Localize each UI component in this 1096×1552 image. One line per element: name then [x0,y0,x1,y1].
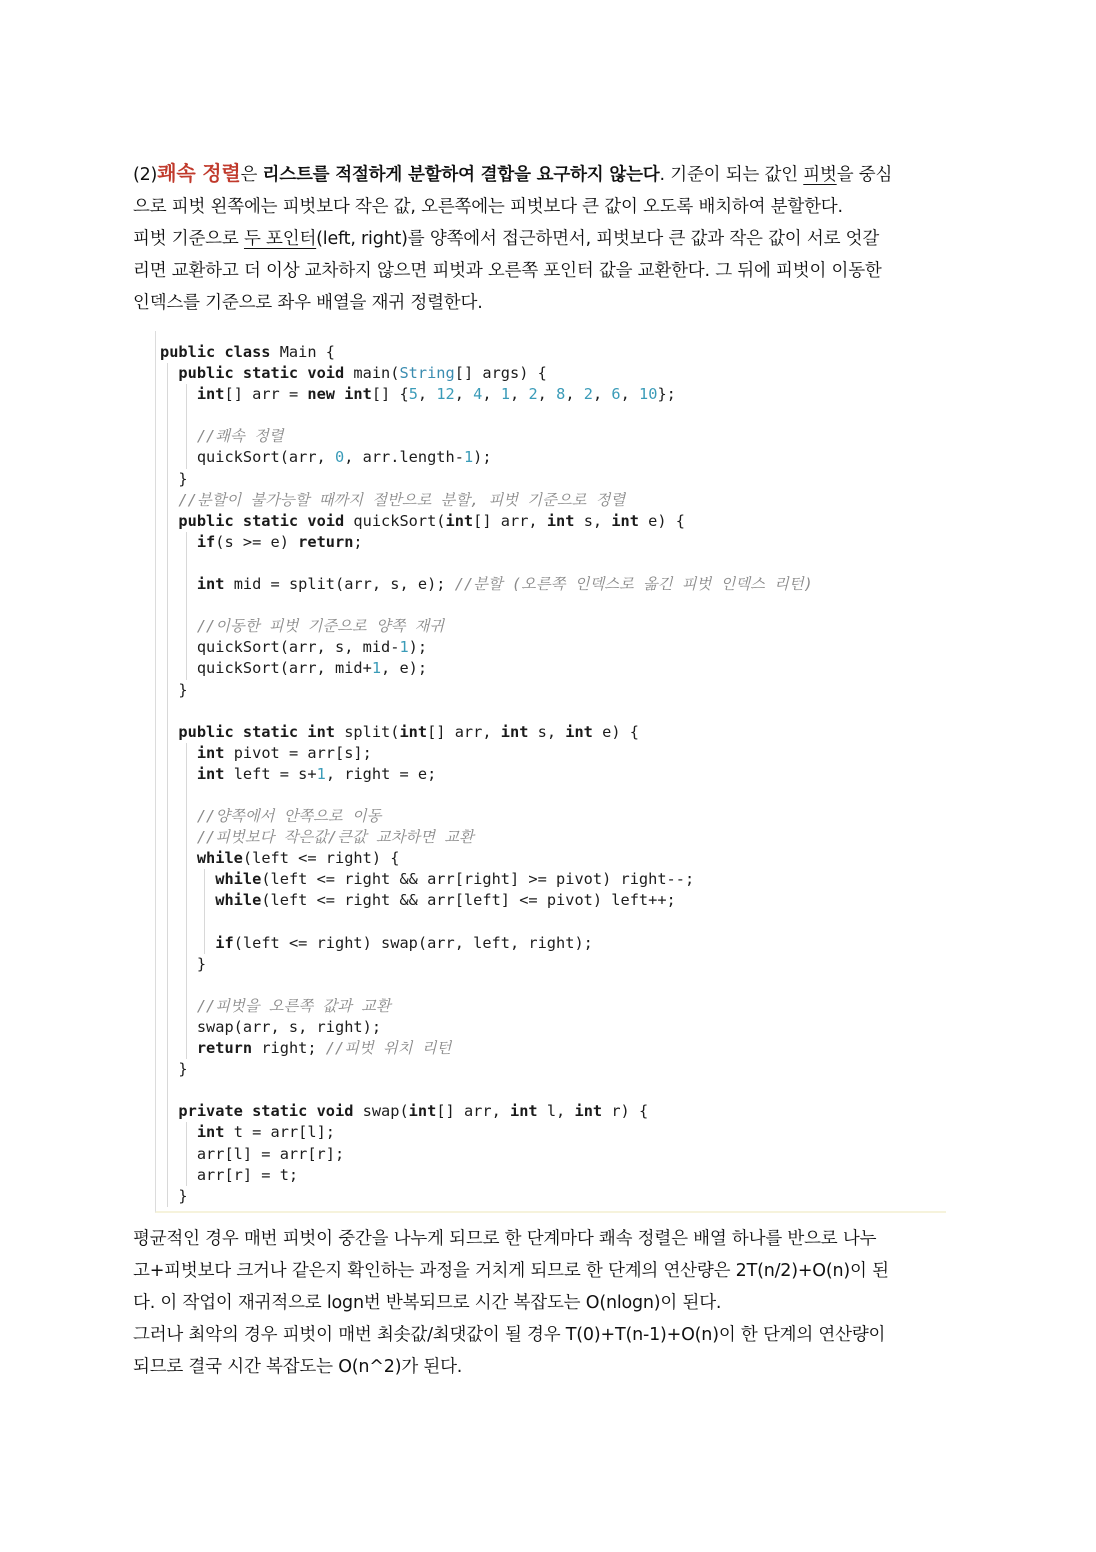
code-line [160,764,813,785]
code-token [160,533,197,551]
code-number: 1 [500,385,511,404]
code-line [160,912,813,933]
code-line [160,490,813,511]
indent-guide [167,595,168,616]
indent-guide [167,954,168,975]
code-keyword: new int [307,385,372,404]
code-comment: //분할 (오른쪽 인덱스로 옮긴 피벗 인덱스 리턴) [454,575,813,594]
code-token [160,807,197,825]
code-line [160,975,813,996]
code-keyword: int [565,722,593,741]
code-number: 5 [408,385,418,404]
code-keyword: public static int [178,722,335,741]
indent-guide [167,1059,168,1080]
intro-text: 은 [240,165,263,185]
code-line [160,954,813,975]
code-comment: //분할이 불가능할 때까지 절반으로 분할, 피벗 기준으로 정렬 [178,490,626,509]
code-line [160,1017,813,1038]
indent-guide [167,426,168,447]
code-keyword: while [215,870,262,889]
code-token [160,1102,178,1120]
code-token [160,575,197,593]
indent-guide [186,954,187,975]
intro-line [133,157,963,191]
code-token [160,997,197,1015]
indent-guide [167,722,168,743]
code-line [160,996,813,1017]
indent-guide [167,1144,168,1165]
code-token [160,491,178,509]
code-line [160,616,813,637]
indent-guide [167,680,168,701]
code-line [160,384,813,405]
intro-line: 리면 교환하고 더 이상 교차하지 않으면 피벗과 오른쪽 포인터 값을 교환한다. 그 뒤에 피벗이 이동한 [133,261,882,281]
code-line [160,342,813,363]
indent-guide [186,869,187,890]
code-keyword: while [215,891,262,910]
code-token: , [454,385,474,404]
code-token [160,934,215,952]
code-number: 6 [611,385,621,404]
indent-guide [186,405,187,426]
indent-guide [167,848,168,869]
code-comment: //쾌속 정렬 [196,427,284,446]
code-token: (s >= e) [215,532,299,551]
code-keyword: int [196,1123,225,1142]
code-line [160,701,813,722]
indent-guide [186,933,187,954]
indent-guide [186,806,187,827]
indent-guide [167,1186,168,1207]
code-keyword: int [546,511,575,530]
code-token: main( [344,364,400,383]
code-line [160,1059,813,1080]
indent-guide [167,553,168,574]
code-keyword: public static void [178,364,345,383]
indent-guide [167,1165,168,1186]
code-token: }; [657,385,676,404]
code-token: e) { [638,511,686,530]
code-number: 1 [463,448,474,467]
code-token: String [399,364,455,383]
code-token: l, [537,1102,575,1121]
code-line [160,680,813,701]
indent-guide [167,447,168,468]
code-number: 12 [436,385,455,404]
code-line [160,848,813,869]
indent-guide [186,595,187,616]
indent-guide [186,975,187,996]
code-line [160,405,813,426]
indent-guide [167,764,168,785]
indent-guide [167,890,168,911]
indent-guide [186,637,187,658]
section-title: 쾌속 정렬 [157,161,241,185]
code-number: 8 [556,385,566,404]
indent-guide [186,996,187,1017]
code-token [160,828,197,846]
code-token [160,891,215,909]
code-keyword: int [611,511,639,530]
indent-guide [186,827,187,848]
code-token: arr[r] = t; [160,1165,299,1184]
outro-line: 평균적인 경우 매번 피벗이 중간을 나누게 되므로 한 단계마다 쾌속 정렬은 배열 하나를 반으로 나누 [133,1229,877,1249]
code-token: quickSort(arr, [160,448,335,467]
indent-guide [204,869,205,890]
code-token: r) { [602,1102,649,1121]
indent-guide [167,511,168,532]
outro-line: 고+피벗보다 크거나 같은지 확인하는 과정을 거치게 되므로 한 단계의 연산량은 2T(n/2)+O(n)이 된 [133,1261,889,1281]
code-keyword: int [399,722,428,741]
indent-guide [186,848,187,869]
indent-guide [186,890,187,911]
code-comment: //피벗보다 작은값/큰값 교차하면 교환 [196,828,474,847]
indent-guide [167,1017,168,1038]
code-token: [] arr, [427,722,501,741]
code-token: t = arr[l]; [224,1123,335,1142]
indent-guide [167,405,168,426]
code-keyword: int [196,575,225,594]
code-keyword: int [574,1102,603,1121]
pivot-term: 피벗 [803,165,837,185]
code-line [160,890,813,911]
code-line [160,827,813,848]
code-keyword: int [196,743,225,762]
indent-guide [186,785,187,806]
code-token [160,723,178,741]
code-token: s, [528,722,566,741]
code-token: [] arr = [224,385,308,404]
code-token: ; [353,532,363,551]
indent-guide [167,616,168,637]
code-token: (left <= right) swap(arr, left, right); [233,933,593,952]
code-token [160,765,197,783]
code-token: } [160,469,188,488]
intro-text: 피벗 기준으로 [133,229,244,249]
indent-guide [204,933,205,954]
code-token: } [160,1060,188,1079]
code-token [160,849,197,867]
code-number: 0 [334,448,345,467]
indent-guide [186,553,187,574]
outro-line: 되므로 결국 시간 복잡도는 O(n^2)가 된다. [133,1357,463,1377]
code-comment: //이동한 피벗 기준으로 양쪽 재귀 [196,617,445,636]
code-keyword: if [215,933,234,952]
code-keyword: public class [160,343,271,361]
code-token [160,744,197,762]
code-number: 1 [371,659,382,678]
indent-guide [167,996,168,1017]
code-token: (left <= right && arr[left] <= pivot) left++; [261,891,676,910]
code-line [160,806,813,827]
code-token: , [565,385,584,404]
code-line [160,1038,813,1059]
indent-guide [167,490,168,511]
code-line [160,532,813,553]
indent-guide [167,363,168,384]
indent-guide [167,785,168,806]
code-line [160,469,813,490]
code-token: Main { [270,343,335,361]
code-token: quickSort(arr, s, mid- [160,638,400,657]
indent-guide [186,658,187,679]
code-token: , [620,385,640,404]
code-line [160,933,813,954]
code-number: 4 [473,385,483,404]
indent-guide [167,532,168,553]
code-line [160,743,813,764]
indent-guide [167,1038,168,1059]
code-token: , [510,385,529,404]
indent-guide [167,827,168,848]
code-token: , [482,385,501,404]
indent-guide [167,637,168,658]
code-token: } [160,1186,188,1205]
indent-guide [186,1122,187,1143]
code-token: swap( [353,1102,409,1121]
intro-line [133,223,963,255]
code-number: 10 [639,385,658,404]
code-token: [] args) { [454,364,547,383]
code-token: left = s+ [224,764,317,783]
code-token: ); [408,638,428,657]
intro-line: 으로 피벗 왼쪽에는 피벗보다 작은 값, 오른쪽에는 피벗보다 큰 값이 오도록 배치하여 분할한다. [133,197,843,217]
indent-guide [186,384,187,405]
code-token: , [537,385,557,404]
code-token: } [160,954,207,973]
code-line [160,785,813,806]
code-token: e) { [592,722,639,741]
code-keyword: int [510,1102,538,1121]
code-comment: //피벗을 오른쪽 값과 교환 [196,996,391,1015]
code-token: arr[l] = arr[r]; [160,1144,345,1163]
code-keyword: if [196,532,216,551]
code-token: mid = split(arr, s, e); [224,575,455,594]
indent-guide [167,384,168,405]
code-token [160,427,197,445]
code-keyword: int [408,1102,437,1121]
indent-guide [167,933,168,954]
indent-guide [167,869,168,890]
indent-guide [186,1038,187,1059]
code-block [160,342,813,1207]
code-token: , e); [381,659,428,678]
code-number: 2 [583,385,593,404]
two-pointer-term: 두 포인터 [243,229,317,249]
code-keyword: public static void [178,511,345,530]
code-line [160,511,813,532]
code-token: (left <= right) { [242,849,400,868]
indent-guide [186,447,187,468]
code-number: 2 [528,385,538,404]
code-line [160,553,813,574]
code-token: , [592,385,612,404]
code-token: , arr.length- [344,448,464,467]
indent-guide [204,890,205,911]
code-token [160,512,178,530]
code-number: 1 [316,764,326,783]
indent-guide [186,1165,187,1186]
code-token: quickSort(arr, mid+ [160,659,372,678]
code-token: s, [574,511,612,530]
code-token: [] { [371,385,409,404]
code-line [160,1165,813,1186]
code-number: 1 [399,638,409,657]
code-keyword: return [196,1039,253,1058]
code-token [160,1123,197,1141]
indent-guide [167,469,168,490]
intro-text: 을 중심 [836,165,893,185]
intro-paragraph [133,157,963,319]
code-line [160,447,813,468]
code-line [160,1080,813,1101]
indent-guide [186,426,187,447]
indent-guide [167,701,168,722]
intro-bold-text: 리스트를 적절하게 분할하여 결합을 요구하지 않는다 [262,165,660,185]
code-line [160,574,813,595]
code-token: [] arr, [436,1102,510,1121]
code-line [160,1144,813,1165]
indent-guide [167,1101,168,1122]
code-keyword: int [500,722,529,741]
code-token [160,870,215,888]
indent-guide [204,912,205,933]
code-keyword: while [196,849,243,868]
code-keyword: int [196,764,225,783]
section-number: (2) [133,165,158,185]
code-token: ); [473,448,492,467]
outro-line: 그러나 최악의 경우 피벗이 매번 최솟값/최댓값이 될 경우 T(0)+T(n-1)+O(n)이 한 단계의 연산량이 [133,1325,886,1345]
code-token: swap(arr, s, right); [160,1018,382,1036]
indent-guide [167,743,168,764]
code-line [160,637,813,658]
indent-guide [167,574,168,595]
indent-guide [186,912,187,933]
code-line [160,869,813,890]
code-token [160,617,197,635]
code-keyword: int [196,385,225,404]
code-token [160,364,178,382]
intro-text: . 기준이 되는 값인 [659,165,804,185]
code-token: (left <= right && arr[right] >= pivot) right--; [261,870,695,889]
code-token: split( [334,722,400,741]
code-comment: //피벗 위치 리턴 [325,1039,452,1058]
code-token: , [417,385,437,404]
outro-line: 다. 이 작업이 재귀적으로 logn번 반복되므로 시간 복잡도는 O(nlogn)이 된다. [133,1293,722,1313]
indent-guide [186,1144,187,1165]
intro-line: 인덱스를 기준으로 좌우 배열을 재귀 정렬한다. [133,293,483,313]
indent-guide [167,975,168,996]
indent-guide [167,806,168,827]
code-token: } [160,680,188,699]
indent-guide [167,912,168,933]
code-token: pivot = arr[s]; [224,743,372,762]
code-token [160,1039,197,1057]
indent-guide [186,616,187,637]
indent-guide [186,743,187,764]
code-token: [] arr, [473,511,547,530]
indent-guide [186,574,187,595]
code-token [160,385,197,403]
code-token: , right = e; [325,764,437,783]
code-line [160,595,813,616]
code-keyword: private static void [178,1102,354,1121]
code-line [160,426,813,447]
indent-guide [186,532,187,553]
indent-guide [167,1080,168,1101]
outro-paragraph [133,1223,963,1383]
code-keyword: int [445,511,474,530]
code-line [160,1122,813,1143]
code-line [160,363,813,384]
code-comment: //양쪽에서 안쪽으로 이동 [196,807,382,826]
indent-guide [186,1017,187,1038]
code-keyword: return [298,532,354,551]
code-token: quickSort( [344,511,446,530]
code-line [160,722,813,743]
code-token: right; [252,1039,326,1058]
indent-guide [167,658,168,679]
code-line [160,1186,813,1207]
code-line [160,658,813,679]
indent-guide [186,764,187,785]
code-line [160,1101,813,1122]
indent-guide [167,1122,168,1143]
intro-text: (left, right)를 양쪽에서 접근하면서, 피벗보다 큰 값과 작은 값이 서로 엇갈 [316,229,880,249]
